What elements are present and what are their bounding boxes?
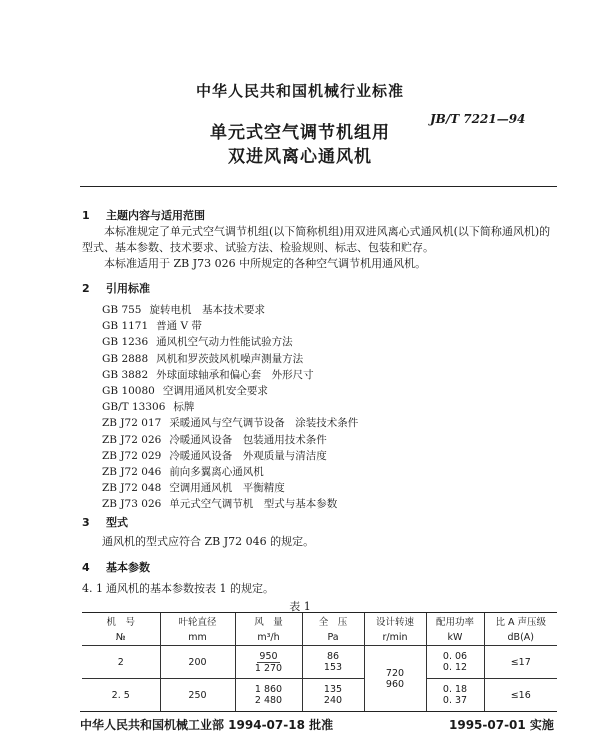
column-unit: mm [160,629,235,646]
reference-code: ZB J72 046 [102,465,162,478]
cell-total-pressure [302,646,364,679]
speed-low: 720 [385,667,405,679]
reference-code: GB 2888 [102,352,149,365]
reference-title: 外球面球轴承和偏心套 外形尺寸 [156,368,314,381]
reference-code: GB/T 13306 [102,401,166,414]
clause-4-1-number: 4. 1 [82,582,103,595]
column-header: 配用功率 [426,613,484,630]
header-divider [80,186,557,187]
reference-item [102,367,358,383]
table-row [82,679,557,712]
reference-title: 空调用通风机 平衡精度 [169,482,285,495]
reference-item [102,496,358,512]
column-header: 机 号 [82,613,160,630]
reference-item [102,383,358,399]
reference-item [102,334,358,350]
cell-air-flow [235,646,302,679]
reference-item [102,432,358,448]
section-4-number: 4 [82,561,90,574]
reference-list [102,302,358,512]
cell-specific-spl: ≤16 [484,679,557,712]
reference-code: ZB J73 026 [102,498,162,511]
section-1-heading [82,207,205,223]
reference-item [102,448,358,464]
reference-title: 普通 V 带 [156,320,202,333]
parameter-table [82,612,557,712]
cell-impeller-diameter: 200 [160,646,235,679]
reference-title: 风机和罗茨鼓风机噪声测量方法 [156,352,304,365]
section-3-heading [82,514,128,530]
power-max: 0. 37 [442,695,468,706]
cell-impeller-diameter: 250 [160,679,235,712]
section-1-title: 主题内容与适用范围 [106,209,205,222]
approval-line: 中华人民共和国机械工业部 1994-07-18 批准 [80,718,334,732]
reference-title: 标牌 [173,401,195,414]
section-1-number: 1 [82,209,90,222]
section-1-paragraph-1: 本标准规定了单元式空气调节机组(以下简称机组)用双进风离心式通风机(以下简称通风机)的型式、基本参数、技术要求、试验方法、检验规则、标志、包装和贮存。 [82,225,551,254]
column-unit: dB(A) [484,629,557,646]
reference-item [102,480,358,496]
reference-code: GB 1171 [102,320,149,333]
column-unit: Pa [302,629,364,646]
section-4-heading [82,559,150,575]
reference-code: GB 755 [102,304,142,316]
pressure-min: 86 [326,651,340,662]
table-row [82,646,557,679]
reference-title: 冷暖通风设备 包装通用技术条件 [169,433,327,446]
pressure-max: 240 [323,695,343,706]
cell-power [426,646,484,679]
section-1-paragraph-2: 本标准适用于 ZB J73 026 中所规定的各种空气调节机用通风机。 [104,257,427,270]
cell-fan-number: 2. 5 [82,679,160,712]
effective-date: 1995-07-01 实施 [449,718,554,732]
reference-item [102,318,358,334]
column-header: 比 A 声压级 [484,613,557,630]
reference-title: 空调用通风机安全要求 [162,384,268,397]
air-flow-max: 2 480 [254,695,283,706]
reference-code: ZB J72 017 [102,417,162,430]
reference-title: 旋转电机 基本技术要求 [149,304,265,316]
reference-title: 通风机空气动力性能试验方法 [156,336,293,349]
reference-code: GB 10080 [102,384,155,397]
air-flow-min: 950 [259,650,278,662]
standard-category: 中华人民共和国机械行业标准 [195,82,404,100]
column-header: 风 量 [235,613,302,630]
pressure-min: 135 [323,684,343,695]
clause-4-1-text: 通风机的基本参数按表 1 的规定。 [106,582,274,595]
reference-title: 冷暖通风设备 外观质量与清洁度 [169,449,327,462]
section-2-heading [82,280,150,296]
table-caption: 表 1 [289,600,311,613]
section-4-title: 基本参数 [106,561,150,574]
document-title-line2: 双进风离心通风机 [228,147,372,167]
air-flow-max: 1 270 [254,662,283,674]
power-min: 0. 18 [442,684,468,695]
section-2-number: 2 [82,282,90,295]
column-unit: m³/h [235,629,302,646]
section-3-title: 型式 [106,516,128,529]
cell-design-speed [364,646,426,712]
reference-item [102,351,358,367]
reference-code: ZB J72 029 [102,449,162,462]
reference-item [102,302,358,318]
power-max: 0. 12 [442,662,468,673]
pressure-max: 153 [323,662,343,673]
column-header: 设计转速 [364,613,426,630]
footer-divider [80,711,557,712]
standard-number: JB/T 7221—94 [430,112,526,126]
speed-high: 960 [385,678,405,690]
reference-title: 单元式空气调节机 型式与基本参数 [169,498,338,511]
cell-air-flow [235,679,302,712]
reference-title: 前向多翼离心通风机 [169,465,264,478]
reference-title: 采暖通风与空气调节设备 涂装技术条件 [169,417,359,430]
reference-item [102,399,358,415]
cell-specific-spl: ≤17 [484,646,557,679]
clause-4-1 [82,580,274,596]
column-unit: r/min [364,629,426,646]
power-min: 0. 06 [442,651,468,662]
reference-item [102,464,358,480]
reference-item [102,415,358,431]
column-unit: № [82,629,160,646]
document-title-line1: 单元式空气调节机组用 [210,123,390,143]
cell-total-pressure [302,679,364,712]
column-header: 全 压 [302,613,364,630]
reference-code: GB 3882 [102,368,149,381]
cell-fan-number: 2 [82,646,160,679]
cell-power [426,679,484,712]
reference-code: GB 1236 [102,336,149,349]
column-header: 叶轮直径 [160,613,235,630]
section-3-number: 3 [82,516,90,529]
air-flow-min: 1 860 [254,684,283,695]
reference-code: ZB J72 026 [102,433,162,446]
section-3-paragraph: 通风机的型式应符合 ZB J72 046 的规定。 [102,535,315,548]
section-2-title: 引用标准 [106,282,150,295]
reference-code: ZB J72 048 [102,482,162,495]
column-unit: kW [426,629,484,646]
